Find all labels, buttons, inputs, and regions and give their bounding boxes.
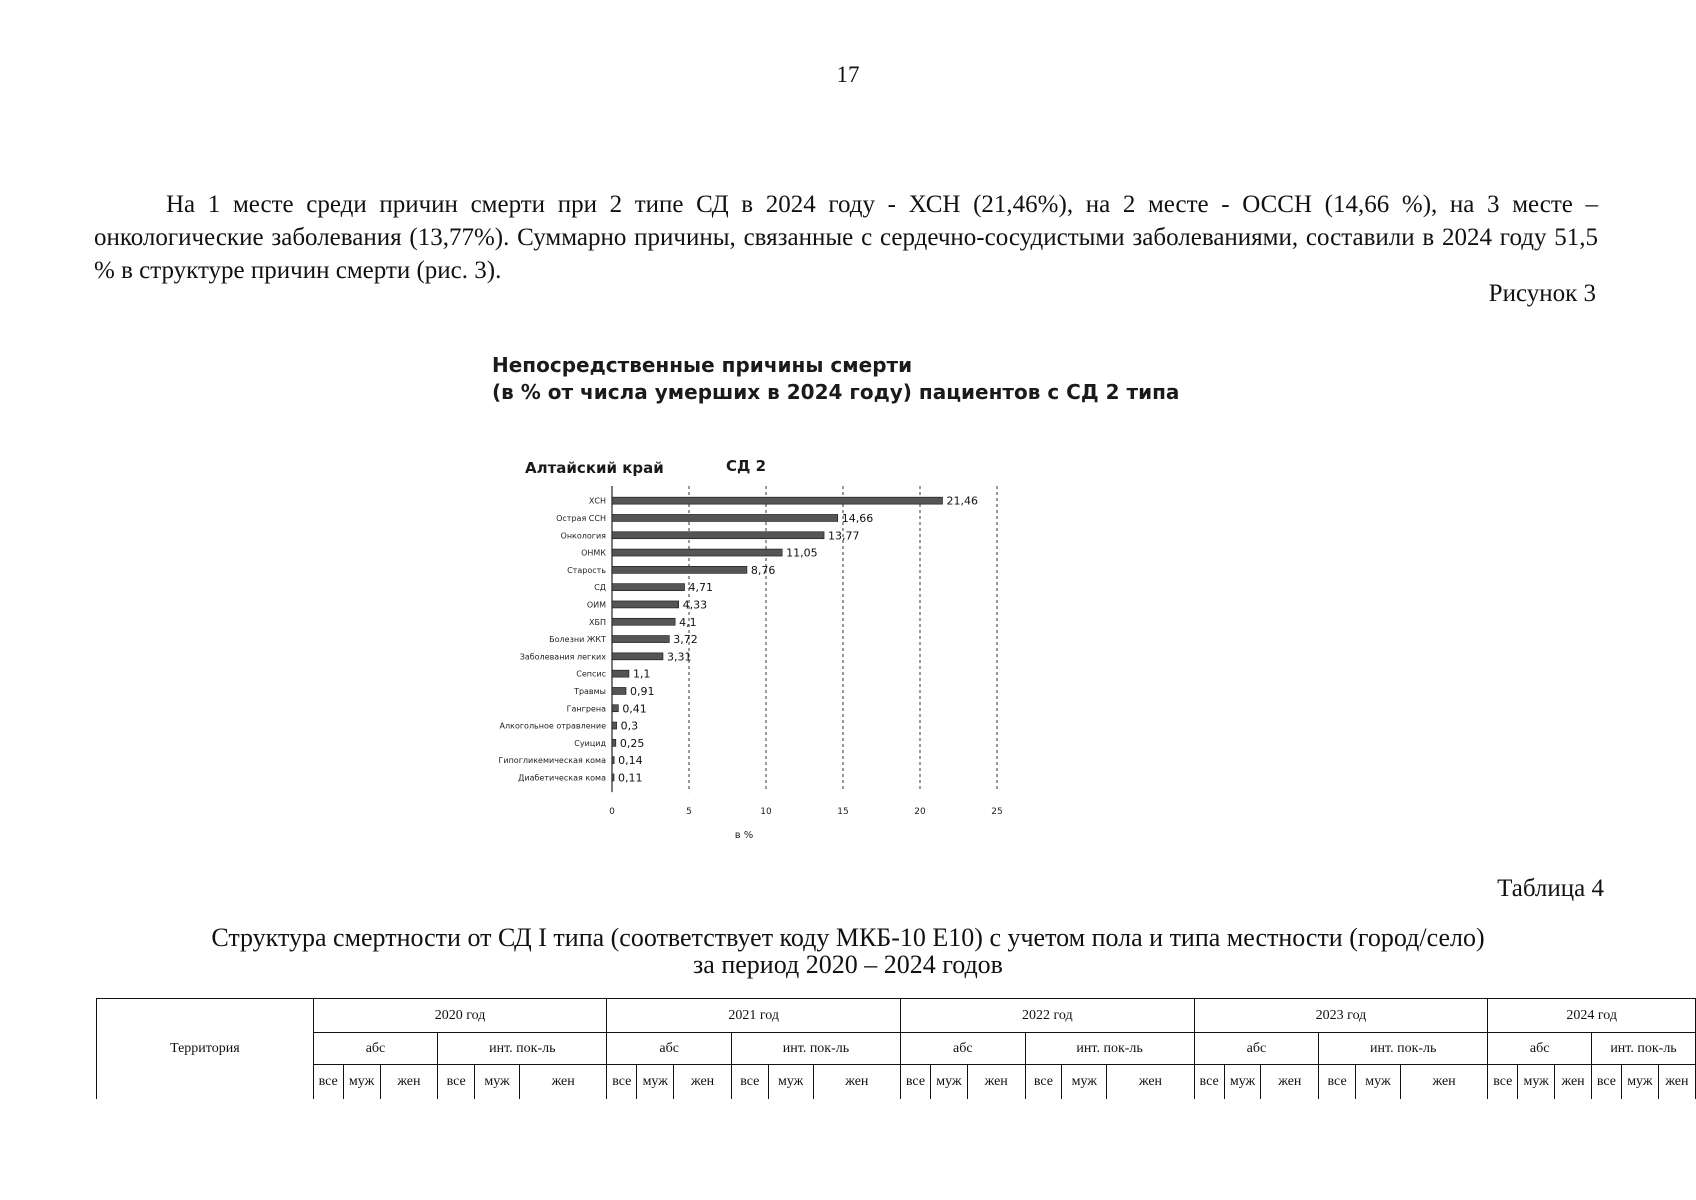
chart-category-label: Алкогольное отравление [499, 721, 606, 731]
table-header-subcol: муж [637, 1065, 674, 1100]
table-header-subcol: все [901, 1065, 931, 1100]
table-header-subcol: жен [380, 1065, 438, 1100]
chart-category-label: ХСН [588, 496, 606, 506]
chart-category-label: Болезни ЖКТ [549, 635, 606, 645]
table-header-group: абс [901, 1033, 1026, 1065]
chart-bar [612, 636, 669, 643]
chart-bar [612, 532, 824, 539]
chart-data-label: 0,3 [620, 719, 639, 733]
chart-category-label: Острая ССН [556, 513, 606, 523]
chart-bar [612, 601, 679, 608]
chart-bar [612, 566, 747, 573]
table-header-subcol: муж [1224, 1065, 1261, 1100]
chart-x-tick-label: 5 [686, 807, 692, 818]
chart-category-label: Суицид [574, 738, 606, 748]
chart-x-tick-label: 10 [760, 807, 772, 818]
mortality-table [96, 998, 1696, 1099]
table-header-group: инт. пок-ль [731, 1033, 900, 1065]
chart-bar [612, 584, 685, 591]
table-caption: Таблица 4 [1497, 875, 1604, 902]
chart-bar [612, 618, 675, 625]
chart-title-line1: Непосредственные причины смерти [492, 353, 913, 377]
table-header-subcol: все [1025, 1065, 1062, 1100]
table-header-subcol: муж [768, 1065, 813, 1100]
chart-category-label: Диабетическая кома [518, 773, 606, 783]
chart-category-label: ХБП [589, 617, 606, 627]
table-header-subcol: муж [1356, 1065, 1401, 1100]
chart-data-label: 1,1 [632, 667, 651, 681]
chart-data-label: 4,1 [679, 615, 697, 629]
table-header-subcol: жен [1400, 1065, 1487, 1100]
body-paragraph-text: На 1 месте среди причин смерти при 2 типе СД в 2024 году - ХСН (21,46%), на 2 месте - ОССН (14,66 %), на 3 месте – онкологические заболевания (13,77%). Суммарно причины, связанные с сердечно-сосудистыми заболеваниями, составили в 2024 году 51,5 % в структуре причин смерти (рис. 3). [94, 191, 1598, 284]
table-header-subcol: все [1319, 1065, 1356, 1100]
chart-panel-title: Алтайский край [525, 459, 664, 477]
chart-data-label: 11,05 [786, 546, 818, 560]
chart-x-axis-label: в % [734, 830, 754, 840]
table-header-subcol: все [731, 1065, 768, 1100]
figure-caption: Рисунок 3 [1488, 280, 1596, 307]
chart-bar [612, 739, 616, 746]
chart-data-label: 0,25 [619, 736, 645, 750]
table-header-year: 2024 год [1488, 999, 1696, 1033]
bar-chart [470, 450, 1030, 840]
chart-data-label: 0,11 [618, 771, 643, 785]
table-header-group: инт. пок-ль [1025, 1033, 1194, 1065]
chart-bar [612, 774, 614, 781]
table-header-subcol: муж [1062, 1065, 1107, 1100]
chart-category-label: Онкология [560, 531, 606, 541]
chart-bar [612, 497, 942, 504]
table-header-subcol: муж [1518, 1065, 1555, 1100]
chart-data-label: 14,66 [841, 511, 874, 525]
table-header-group: инт. пок-ль [1319, 1033, 1488, 1065]
chart-x-tick-label: 15 [837, 807, 849, 818]
table-header-subcol: все [1194, 1065, 1224, 1100]
chart-category-label: Старость [567, 565, 606, 575]
chart-data-label: 13,77 [828, 529, 860, 543]
table-header-group: инт. пок-ль [1592, 1033, 1696, 1065]
table-header-subcol: жен [674, 1065, 732, 1100]
table-header-subcol: муж [343, 1065, 380, 1100]
table-header-subcol: жен [1658, 1065, 1695, 1100]
table-header-subcol: все [313, 1065, 343, 1100]
table-header-subcol: жен [519, 1065, 606, 1100]
chart-data-label: 0,14 [618, 754, 643, 768]
chart-x-tick-label: 20 [914, 807, 926, 818]
chart-data-label: 0,91 [630, 684, 655, 698]
table-title-line1: Структура смертности от СД I типа (соответствует коду МКБ-10 Е10) с учетом пола и типа местности (город/село) [211, 923, 1485, 952]
table-header-subcol: жен [1107, 1065, 1194, 1100]
chart-bar [612, 705, 618, 712]
table-header-subcol: жен [813, 1065, 900, 1100]
table-header-year: 2020 год [313, 999, 607, 1033]
table-header-year: 2021 год [607, 999, 901, 1033]
table-header-subcol: все [438, 1065, 475, 1100]
table-header-subcol: муж [475, 1065, 520, 1100]
chart-category-label: СД [594, 583, 606, 593]
chart-bar [612, 549, 782, 556]
table-header-subcol: жен [1261, 1065, 1319, 1100]
table-header-group: инт. пок-ль [438, 1033, 607, 1065]
chart-data-label: 4,71 [688, 581, 714, 595]
chart-category-label: Гипогликемическая кома [498, 756, 606, 766]
chart-bar [612, 514, 838, 521]
table-header-year: 2023 год [1194, 999, 1488, 1033]
chart-category-label: Травмы [574, 686, 606, 696]
chart-category-label: Заболевания легких [519, 652, 606, 662]
chart-bar [612, 670, 629, 677]
chart-x-tick-label: 25 [991, 807, 1003, 818]
chart-title [492, 352, 1179, 406]
table-header-subcol: все [1592, 1065, 1622, 1100]
chart-category-label: ОИМ [586, 600, 606, 610]
chart-category-label: Гангрена [566, 704, 606, 714]
table-header-subcol: все [1488, 1065, 1518, 1100]
chart-category-label: Сепсис [576, 669, 606, 679]
chart-data-label: 3,31 [666, 650, 692, 664]
body-paragraph [94, 188, 1598, 287]
table-title-line2: за период 2020 – 2024 годов [693, 950, 1003, 979]
chart-data-label: 4,33 [682, 598, 708, 612]
chart-bar [612, 757, 614, 764]
chart-series-label: СД 2 [726, 457, 767, 475]
table-header-group: абс [1488, 1033, 1592, 1065]
chart-bar [612, 722, 617, 729]
table-header-group: абс [607, 1033, 732, 1065]
chart-data-label: 3,72 [673, 633, 698, 647]
chart-data-label: 0,41 [622, 702, 647, 716]
page-number: 17 [836, 62, 860, 87]
table-header-year: 2022 год [901, 999, 1195, 1033]
chart-data-label: 8,76 [750, 563, 776, 577]
table-header-subcol: муж [1621, 1065, 1658, 1100]
chart-title-line2: (в % от числа умерших в 2024 году) пациентов с СД 2 типа [492, 380, 1180, 404]
table-header-subcol: все [607, 1065, 637, 1100]
table-header-group: абс [1194, 1033, 1319, 1065]
chart-data-label: 21,46 [946, 494, 978, 508]
table-header-territory: Территория [97, 999, 314, 1100]
chart-bar [612, 687, 626, 694]
table-header-subcol: муж [930, 1065, 967, 1100]
table-title [0, 924, 1696, 978]
chart-category-label: ОНМК [581, 548, 606, 558]
chart-x-tick-label: 0 [609, 807, 615, 818]
table-header-subcol: жен [967, 1065, 1025, 1100]
table-header-group: абс [313, 1033, 438, 1065]
chart-bar [612, 653, 663, 660]
table-header-subcol: жен [1555, 1065, 1592, 1100]
